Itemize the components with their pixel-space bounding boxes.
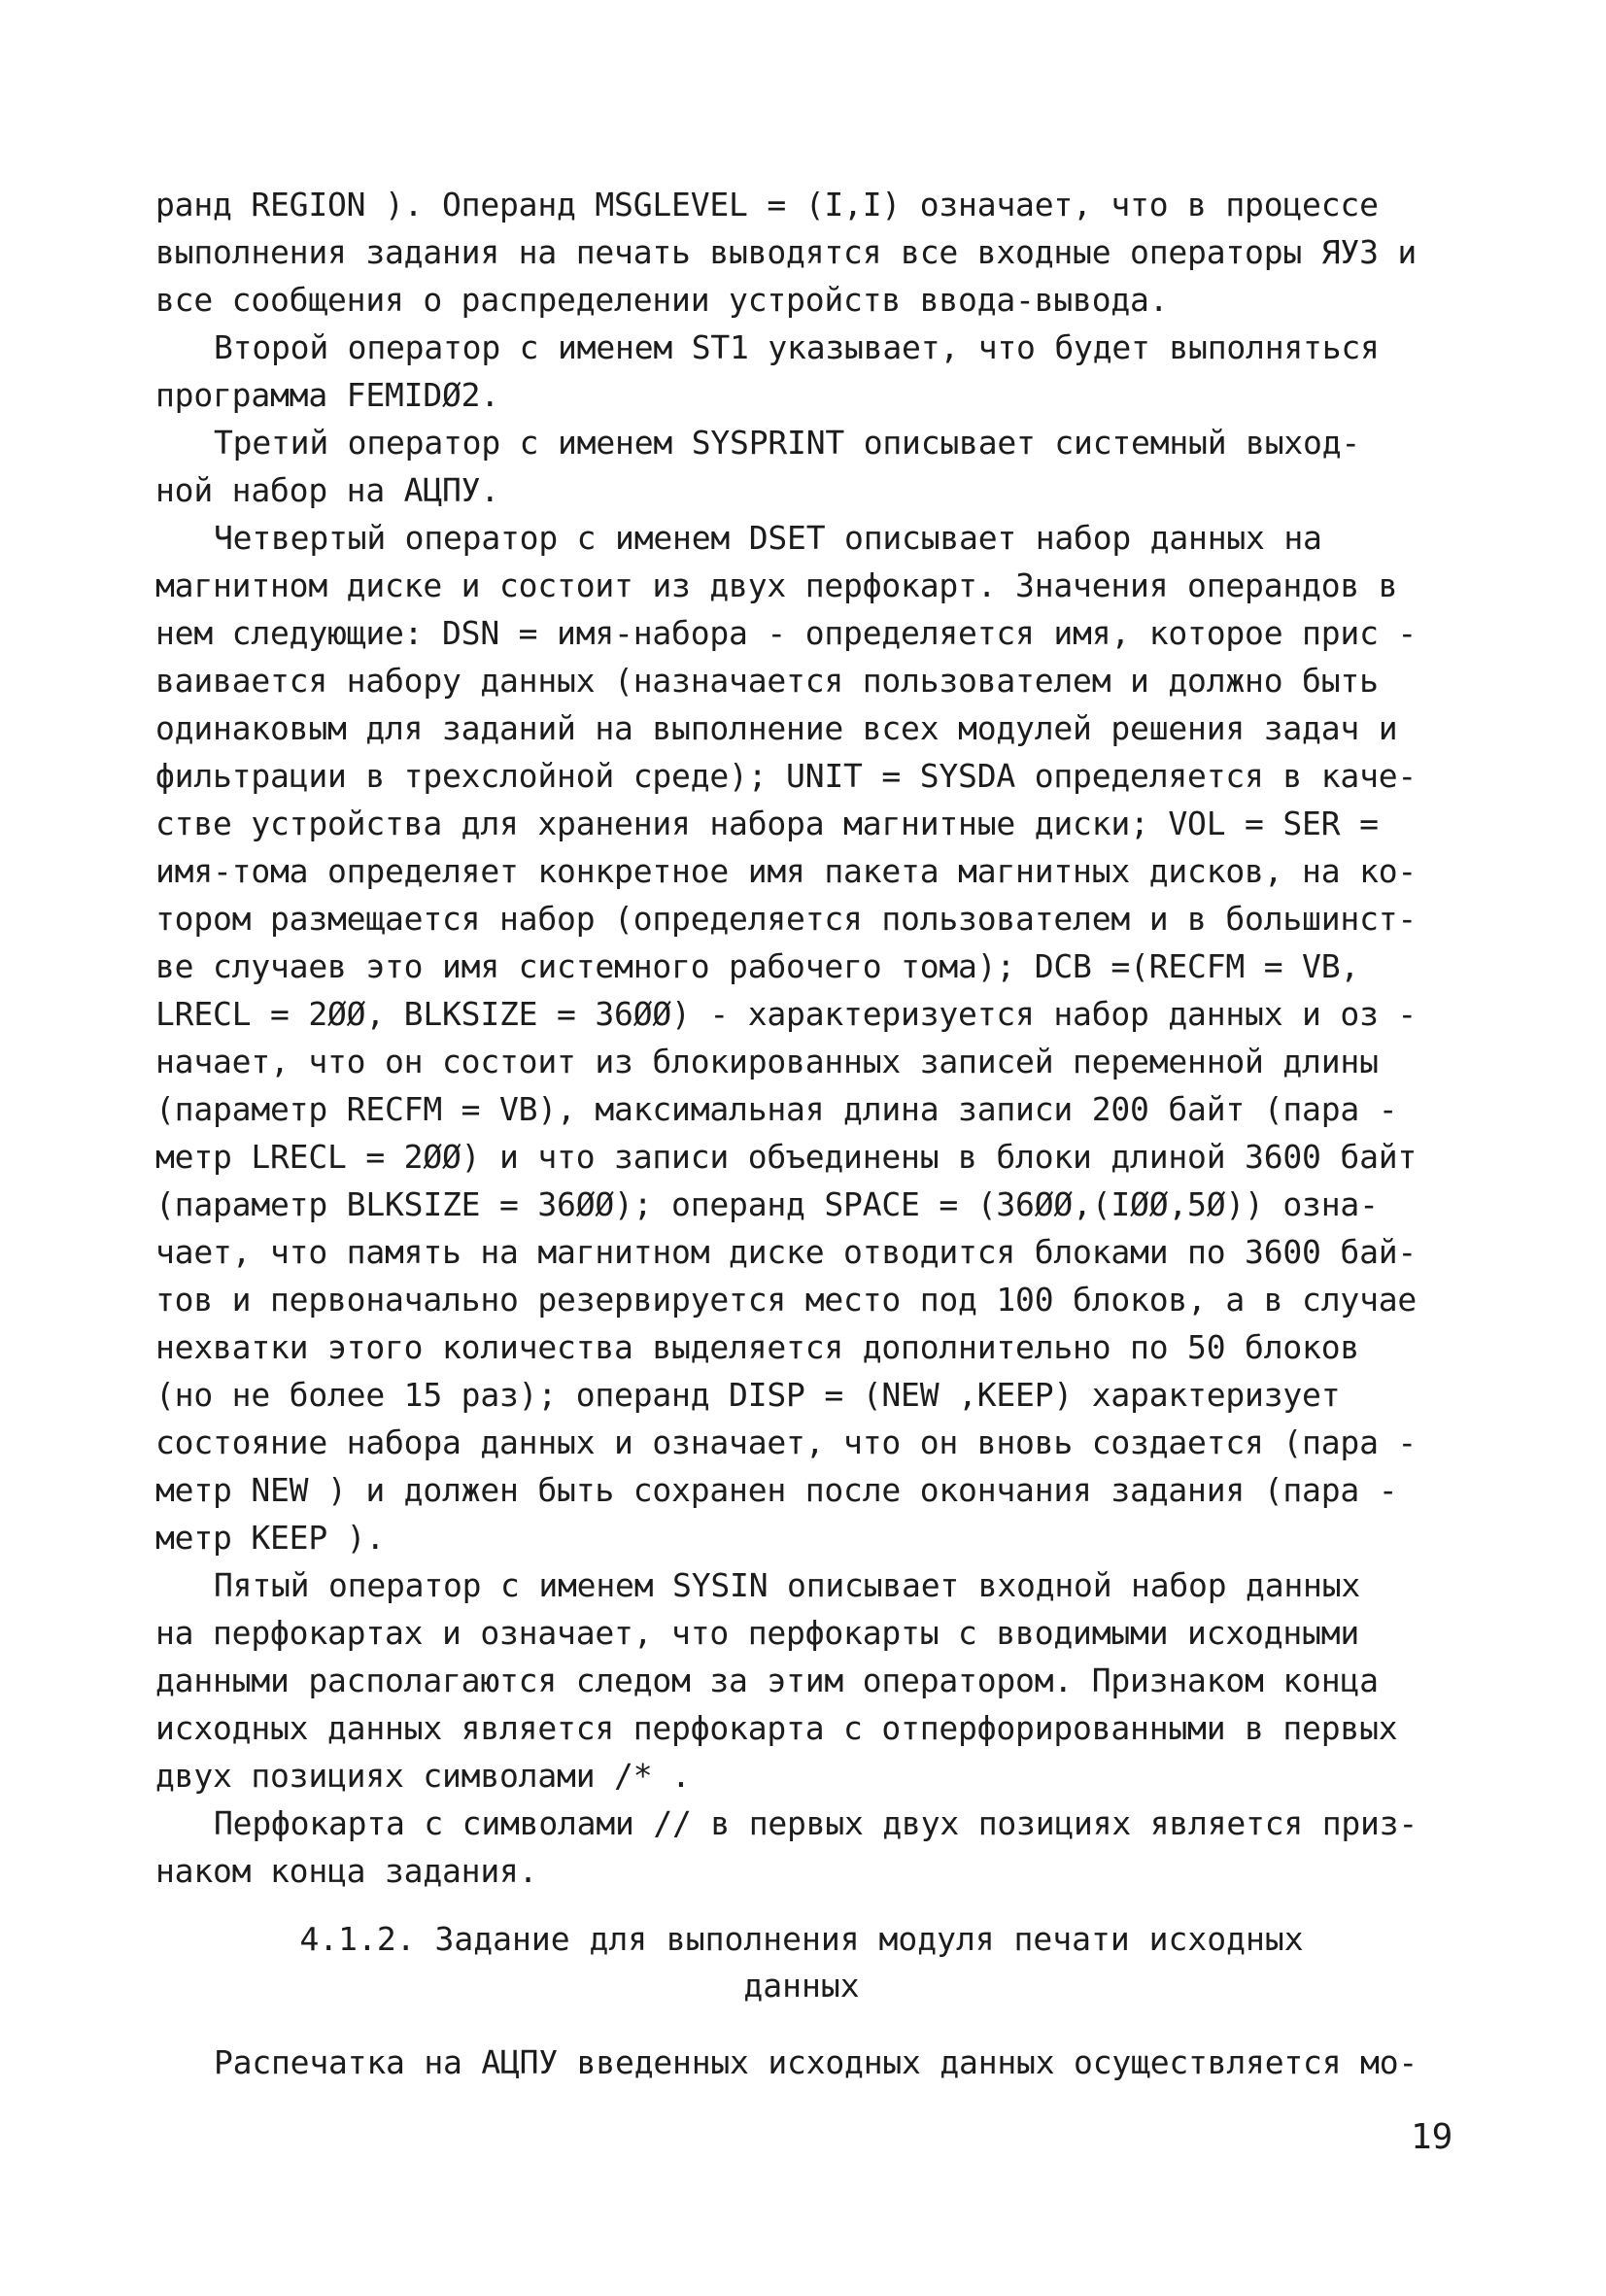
paragraph-line: (но не более 15 раз); операнд DISP = (NEW ,KEEP) характеризует <box>155 1376 1341 1414</box>
page-number: 19 <box>1411 2117 1453 2157</box>
paragraph-line: на перфокартах и означает, что перфокарты с вводимыми исходными <box>155 1614 1360 1652</box>
section-heading-line-2: данных <box>743 1967 860 2005</box>
paragraph-line: начает, что он состоит из блокированных записей переменной длины <box>155 1043 1379 1080</box>
paragraph-line: нем следующие: DSN = имя-набора - определяется имя, которое прис - <box>155 614 1418 652</box>
text-column <box>155 181 1448 2086</box>
paragraph-line: Четвертый оператор с именем DSET описывает набор данных на <box>214 519 1322 557</box>
paragraph-line: двух позициях символами /* . <box>155 1757 691 1795</box>
section-heading <box>155 1916 1448 2009</box>
paragraph-line: Пятый оператор с именем SYSIN описывает входной набор данных <box>214 1566 1361 1604</box>
paragraph-line: состояние набора данных и означает, что он вновь создается (пара - <box>155 1423 1418 1461</box>
paragraph-line: стве устройства для хранения набора магнитные диски; VOL = SER = <box>155 805 1379 842</box>
paragraph-line: Третий оператор с именем SYSPRINT описывает системный выход- <box>214 424 1361 462</box>
paragraph-line: одинаковым для заданий на выполнение всех модулей решения задач и <box>155 709 1398 747</box>
paragraph-line: метр KEEP ). <box>155 1519 386 1557</box>
paragraph-line: все сообщения о распределении устройств ввода-вывода. <box>155 281 1169 319</box>
paragraph-line: ной набор на АЦПУ. <box>155 471 500 509</box>
paragraph-line: (параметр BLKSIZE = 36ØØ); операнд SPACE = (36ØØ,(IØØ,5Ø)) озна- <box>155 1185 1379 1223</box>
paragraph-line: ваивается набору данных (назначается пользователем и должно быть <box>155 662 1379 700</box>
paragraph-line: тором размещается набор (определяется пользователем и в большинст- <box>155 900 1418 938</box>
section-heading-line-1: 4.1.2. Задание для выполнения модуля печати исходных <box>299 1920 1304 1958</box>
paragraph-line: выполнения задания на печать выводятся все входные операторы ЯУЗ и <box>155 233 1418 271</box>
paragraph-line: наком конца задания. <box>155 1852 538 1890</box>
paragraph-line: метр NEW ) и должен быть сохранен после окончания задания (пара - <box>155 1471 1398 1509</box>
paragraph-line: данными располагаются следом за этим оператором. Признаком конца <box>155 1662 1379 1699</box>
paragraph <box>155 1561 1448 1799</box>
paragraph-line: программа FEMIDØ2. <box>155 376 500 414</box>
paragraph <box>155 324 1448 419</box>
paragraph <box>155 181 1448 324</box>
paragraph-line: Второй оператор с именем ST1 указывает, что будет выполняться <box>214 328 1380 366</box>
final-paragraph <box>155 2039 1448 2086</box>
paragraph-line: фильтрации в трехслойной среде); UNIT = SYSDA определяется в каче- <box>155 757 1418 795</box>
paragraph-line: тов и первоначально резервируется место под 100 блоков, а в случае <box>155 1281 1418 1319</box>
paragraph-line: ранд REGION ). Операнд MSGLEVEL = (I,I) означает, что в процессе <box>155 186 1379 223</box>
paragraph-line: имя-тома определяет конкретное имя пакета магнитных дисков, на ко- <box>155 852 1418 890</box>
paragraph-line: исходных данных является перфокарта с отперфорированными в первых <box>155 1709 1398 1747</box>
paragraph <box>155 514 1448 1561</box>
paragraph <box>155 419 1448 514</box>
paragraph-line: Перфокарта с символами // в первых двух позициях является приз- <box>214 1804 1418 1842</box>
paragraph-line: (параметр RECFM = VB), максимальная длина записи 200 байт (пара - <box>155 1090 1398 1128</box>
final-paragraph-line: Распечатка на АЦПУ введенных исходных данных осуществляется мо- <box>214 2043 1418 2081</box>
paragraph <box>155 1799 1448 1895</box>
paragraph-line: LRECL = 2ØØ, BLKSIZE = 36ØØ) - характеризуется набор данных и оз - <box>155 995 1418 1033</box>
paragraph-line: чает, что память на магнитном диске отводится блоками по 3600 бай- <box>155 1233 1418 1271</box>
body-paragraphs <box>155 181 1448 1895</box>
paragraph-line: магнитном диске и состоит из двух перфокарт. Значения операндов в <box>155 566 1398 604</box>
paragraph-line: нехватки этого количества выделяется дополнительно по 50 блоков <box>155 1328 1360 1366</box>
paragraph-line: метр LRECL = 2ØØ) и что записи объединены в блоки длиной 3600 байт <box>155 1138 1418 1176</box>
paragraph-line: ве случаев это имя системного рабочего тома); DCB =(RECFM = VB, <box>155 947 1360 985</box>
